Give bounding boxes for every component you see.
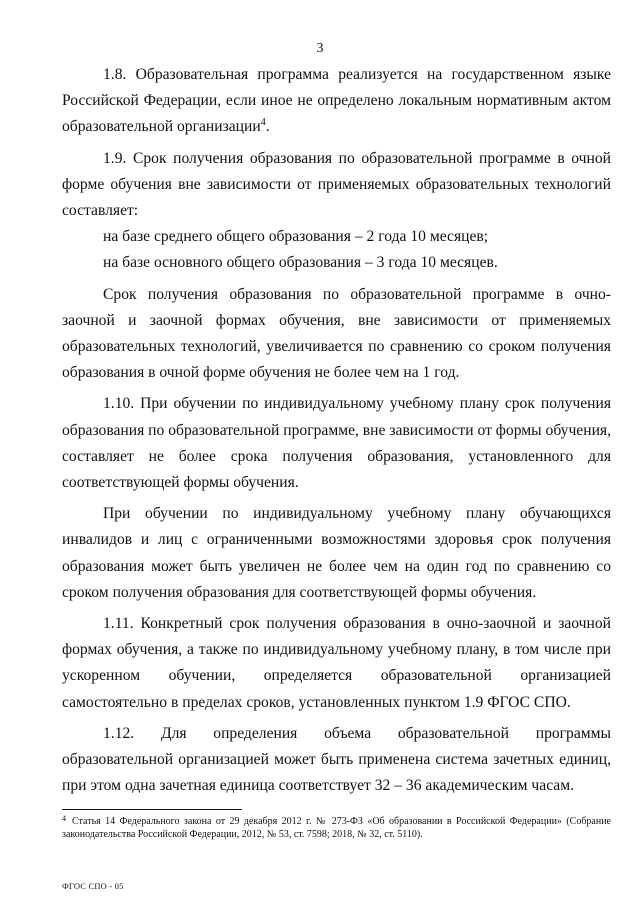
document-code: ФГОС СПО - 05	[62, 881, 124, 891]
paragraph-disabled: При обучении по индивидуальному учебному плану обучающихся инвалидов и лиц с ограниченными возможностями здоровья срок получения образования может быть увеличен не более чем на один год по сравнению со сроком получения образования для соответствующей формы обучения.	[62, 505, 611, 601]
paragraph-1-11: 1.11. Конкретный срок получения образования в очно-заочной и заочной формах обучения, а также по индивидуальному учебному плану, в том числе при ускоренном обучении, определяется образовательной организацией самостоятельно в пределах сроков, установленных пунктом 1.9 ФГОС СПО.	[62, 615, 611, 711]
list-item: на базе основного общего образования – 3 года 10 месяцев.	[103, 254, 498, 272]
footnote-mark: 4	[62, 814, 66, 823]
paragraph-term: Срок получения образования по образовательной программе в очно-заочной и заочной формах обучения, вне зависимости от применяемых образовательных технологий, увеличивается по сравнению со сроком получения образования в очной форме обучения не более чем на 1 год.	[62, 285, 611, 382]
footnote-reference: 4	[260, 117, 266, 129]
list-item: на базе среднего общего образования – 2 года 10 месяцев;	[103, 228, 489, 246]
page-number: 3	[316, 41, 324, 56]
footnote	[62, 815, 611, 841]
footnote-divider	[62, 809, 242, 810]
paragraph-1-8-text: 1.8. Образовательная программа реализуется на государственном языке Российской Федерации, если иное не определено локальным нормативным актом образовательной организации	[62, 66, 611, 136]
paragraph-1-12: 1.12. Для определения объема образовательной программы образовательной организацией может быть применена система зачетных единиц, при этом одна зачетная единица соответствует 32 – 36 академическим часам.	[62, 724, 611, 795]
paragraph-1-9: 1.9. Срок получения образования по образовательной программе в очной форме обучения вне зависимости от применяемых образовательных технологий составляет:	[62, 149, 611, 220]
document-body	[62, 62, 611, 799]
paragraph-1-10: 1.10. При обучении по индивидуальному учебному плану срок получения образования по образовательной программе, вне зависимости от формы обучения, составляет не более срока получения образования, установленного для соответствующей формы обучения.	[62, 395, 611, 492]
paragraph-1-8	[62, 62, 611, 141]
footnote-text: Статья 14 Федерального закона от 29 декабря 2012 г. № 273-ФЗ «Об образовании в Российской Федерации» (Собрание законодательства Российской Федерации, 2012, № 53, ст. 7598; 2018, № 32, ст. 5110).	[62, 816, 611, 840]
paragraph-1-8-end: .	[265, 118, 270, 136]
